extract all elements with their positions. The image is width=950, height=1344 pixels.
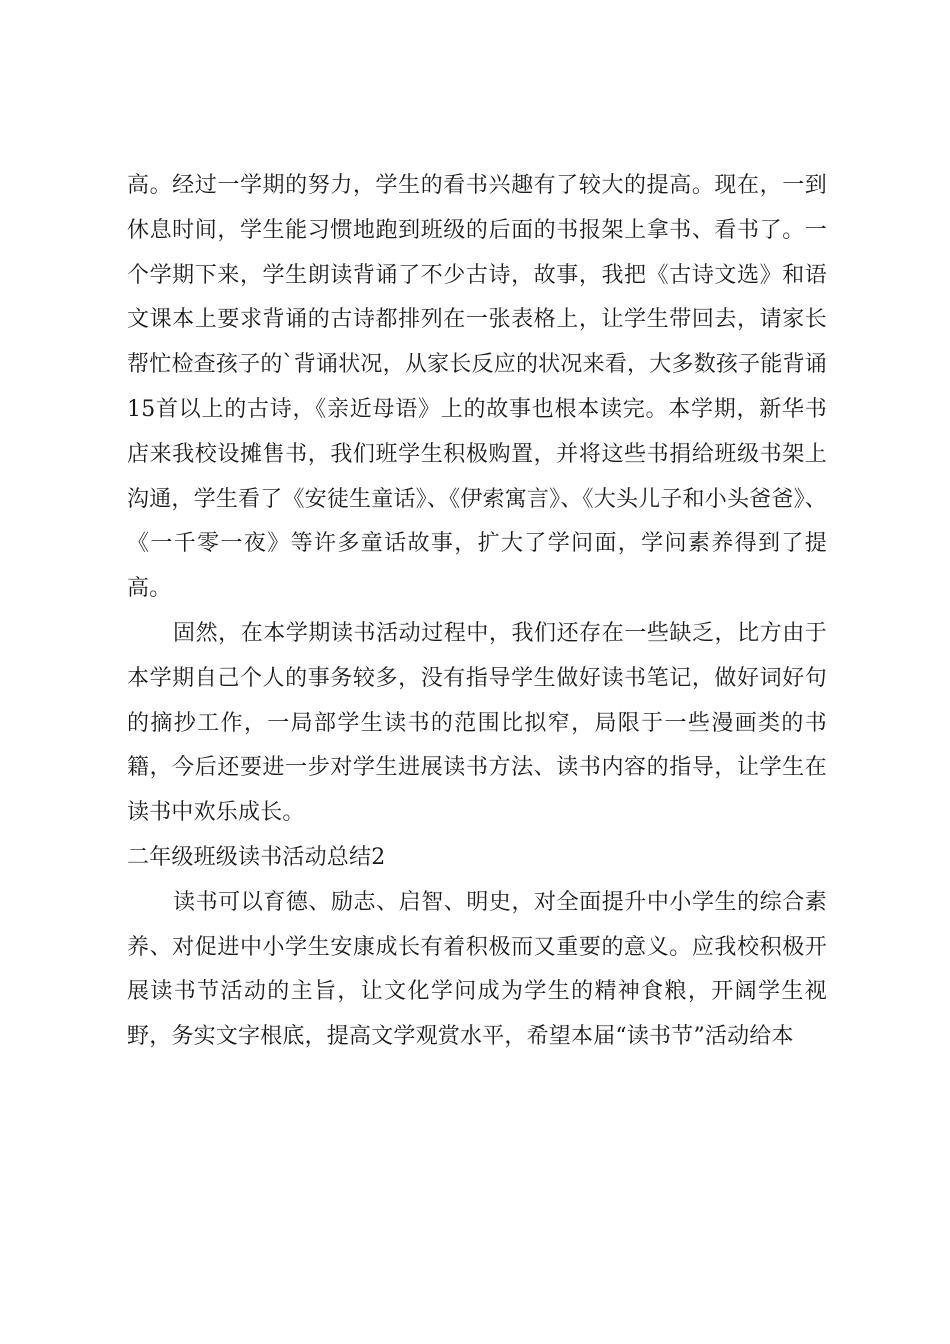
paragraph-shortcomings: 固然，在本学期读书活动过程中，我们还存在一些缺乏，比方由于本学期自己个人的事务较多，没有指导学生做好读书笔记，做好词好句的摘抄工作，一局部学生读书的范围比拟窄，局限于一些漫画类的书籍，今后还要进一步对学生进展读书方法、读书内容的指导，让学生在读书中欢乐成长。	[127, 620, 827, 826]
document-body	[127, 164, 827, 1060]
paragraph-reading-progress: 高。经过一学期的努力，学生的看书兴趣有了较大的提高。现在，一到休息时间，学生能习惯地跑到班级的后面的书报架上拿书、看书了。一个学期下来，学生朗读背诵了不少古诗，故事，我把《古诗文选》和语文课本上要求背诵的古诗都排列在一张表格上，让学生带回去，请家长帮忙检查孩子的`背诵状况，从家长反应的状况来看，大多数孩子能背诵15首以上的古诗，《亲近母语》上的故事也根本读完。本学期，新华书店来我校设摊售书，我们班学生积极购置，并将这些书捐给班级书架上沟通，学生看了《安徒生童话》、《伊索寓言》、《大头儿子和小头爸爸》、《一千零一夜》等许多童话故事，扩大了学问面，学问素养得到了提高。	[127, 173, 827, 602]
section-heading: 二年级班级读书活动总结2	[127, 844, 386, 870]
paragraph-reading-festival: 读书可以育德、励志、启智、明史，对全面提升中小学生的综合素养、对促进中小学生安康成长有着积极而又重要的意义。应我校积极开展读书节活动的主旨，让文化学问成为学生的精神食粮，开阔学生视野，务实文字根底，提高文学观赏水平，希望本届“读书节”活动给本	[127, 889, 827, 1050]
